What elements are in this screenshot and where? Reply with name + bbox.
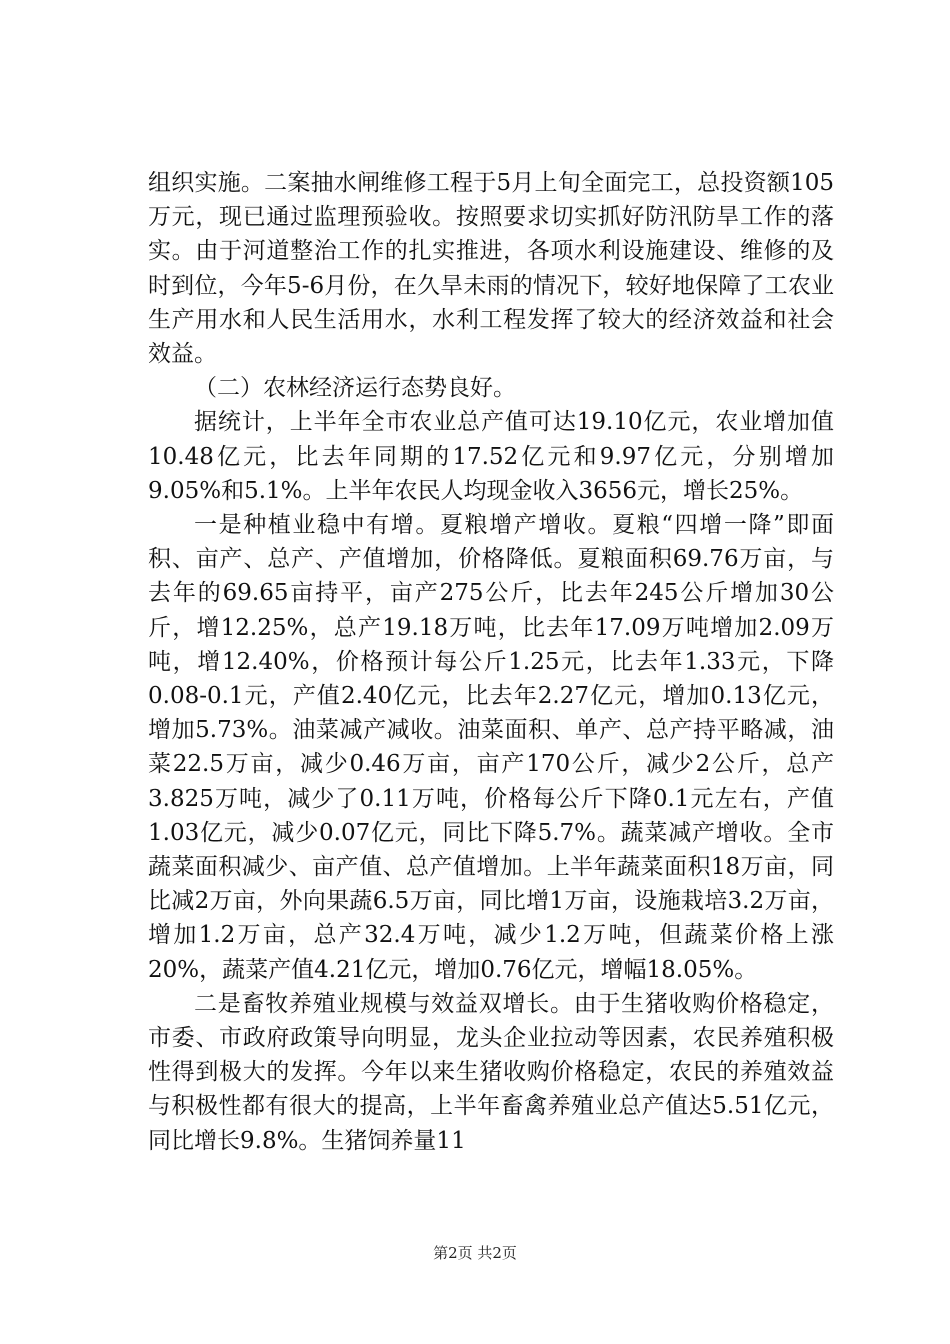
paragraph-continuation: 组织实施。二案抽水闸维修工程于5月上旬全面完工，总投资额105万元，现已通过监理预验收。按照要求切实抓好防汛防旱工作的落实。由于河道整治工作的扎实推进，各项水利设施建设、维修的及时到位，今年5-6月份，在久旱未雨的情况下，较好地保障了工农业生产用水和人民生活用水，水利工程发挥了较大的经济效益和社会效益。 <box>148 170 834 368</box>
section-heading: （二）农林经济运行态势良好。 <box>194 375 516 402</box>
page-footer: 第2页 共2页 <box>433 1244 517 1262</box>
paragraph-statistics: 据统计，上半年全市农业总产值可达19.10亿元，农业增加值10.48亿元，比去年同期的17.52亿元和9.97亿元，分别增加9.05%和5.1%。上半年农民人均现金收入3656元，增长25%。 <box>148 409 834 504</box>
paragraph-livestock: 二是畜牧养殖业规模与效益双增长。由于生猪收购价格稳定，市委、市政府政策导向明显，龙头企业拉动等因素，农民养殖积极性得到极大的发挥。今年以来生猪收购价格稳定，农民的养殖效益与积极性都有很大的提高，上半年畜禽养殖业总产值达5.51亿元，同比增长9.8%。生猪饲养量11 <box>148 990 834 1154</box>
document-body <box>148 166 834 1158</box>
paragraph-planting: 一是种植业稳中有增。夏粮增产增收。夏粮“四增一降”即面积、亩产、总产、产值增加，价格降低。夏粮面积69.76万亩，与去年的69.65亩持平，亩产275公斤，比去年245公斤增加30公斤，增12.25%，总产19.18万吨，比去年17.09万吨增加2.09万吨，增12.40%，价格预计每公斤1.25元，比去年1.33元，下降0.08-0.1元，产值2.40亿元，比去年2.27亿元，增加0.13亿元，增加5.73%。油菜减产减收。油菜面积、单产、总产持平略减，油菜22.5万亩，减少0.46万亩，亩产170公斤，减少2公斤，总产3.825万吨，减少了0.11万吨，价格每公斤下降0.1元左右，产值1.03亿元，减少0.07亿元，同比下降5.7%。蔬菜减产增收。全市蔬菜面积减少、亩产值、总产值增加。上半年蔬菜面积18万亩，同比减2万亩，外向果蔬6.5万亩，同比增1万亩，设施栽培3.2万亩，增加1.2万亩，总产32.4万吨，减少1.2万吨，但蔬菜价格上涨20%，蔬菜产值4.21亿元，增加0.76亿元，增幅18.05%。 <box>148 512 834 983</box>
